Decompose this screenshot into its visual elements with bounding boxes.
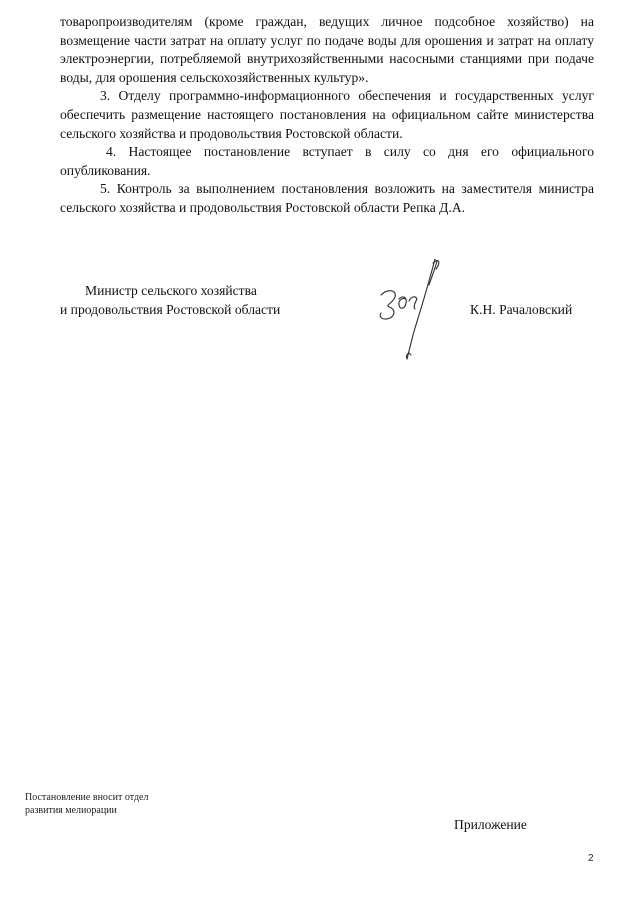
signatory-title-line-1: Министр сельского хозяйства <box>85 283 257 298</box>
executor-note-line-1: Постановление вносит отдел <box>25 792 149 803</box>
signatory-title-line-2: и продовольствия Ростовской области <box>60 302 281 317</box>
executor-note-line-2: развития мелиорации <box>25 805 117 816</box>
paragraph-4: 4. Настоящее постановление вступает в силу со дня его официального опубликования. <box>60 144 594 178</box>
signatory-name: К.Н. Рачаловский <box>470 302 573 317</box>
handwritten-signature-icon <box>373 255 443 363</box>
signature-block <box>60 282 600 372</box>
paragraph-3: 3. Отделу программно-информационного обеспечения и государственных услуг обеспечить размещение настоящего постановления на официальном сайте министерства сельского хозяйства и продовольствия Ростовской области. <box>60 88 594 141</box>
page-number: 2 <box>588 853 594 864</box>
executor-note <box>25 791 148 817</box>
appendix-label: Приложение <box>454 817 527 832</box>
paragraph-continuation: товаропроизводителям (кроме граждан, ведущих личное подсобное хозяйство) на возмещение части затрат на оплату услуг по подаче воды для орошения и затрат на оплату электроэнергии, потребляемой внутрихозяйственными насосными станциями при подаче воды, для орошения сельскохозяйственных культур». <box>60 14 594 85</box>
document-body <box>60 13 594 218</box>
paragraph-5: 5. Контроль за выполнением постановления возложить на заместителя министра сельского хозяйства и продовольствия Ростовской области Репка Д.А. <box>60 181 594 215</box>
